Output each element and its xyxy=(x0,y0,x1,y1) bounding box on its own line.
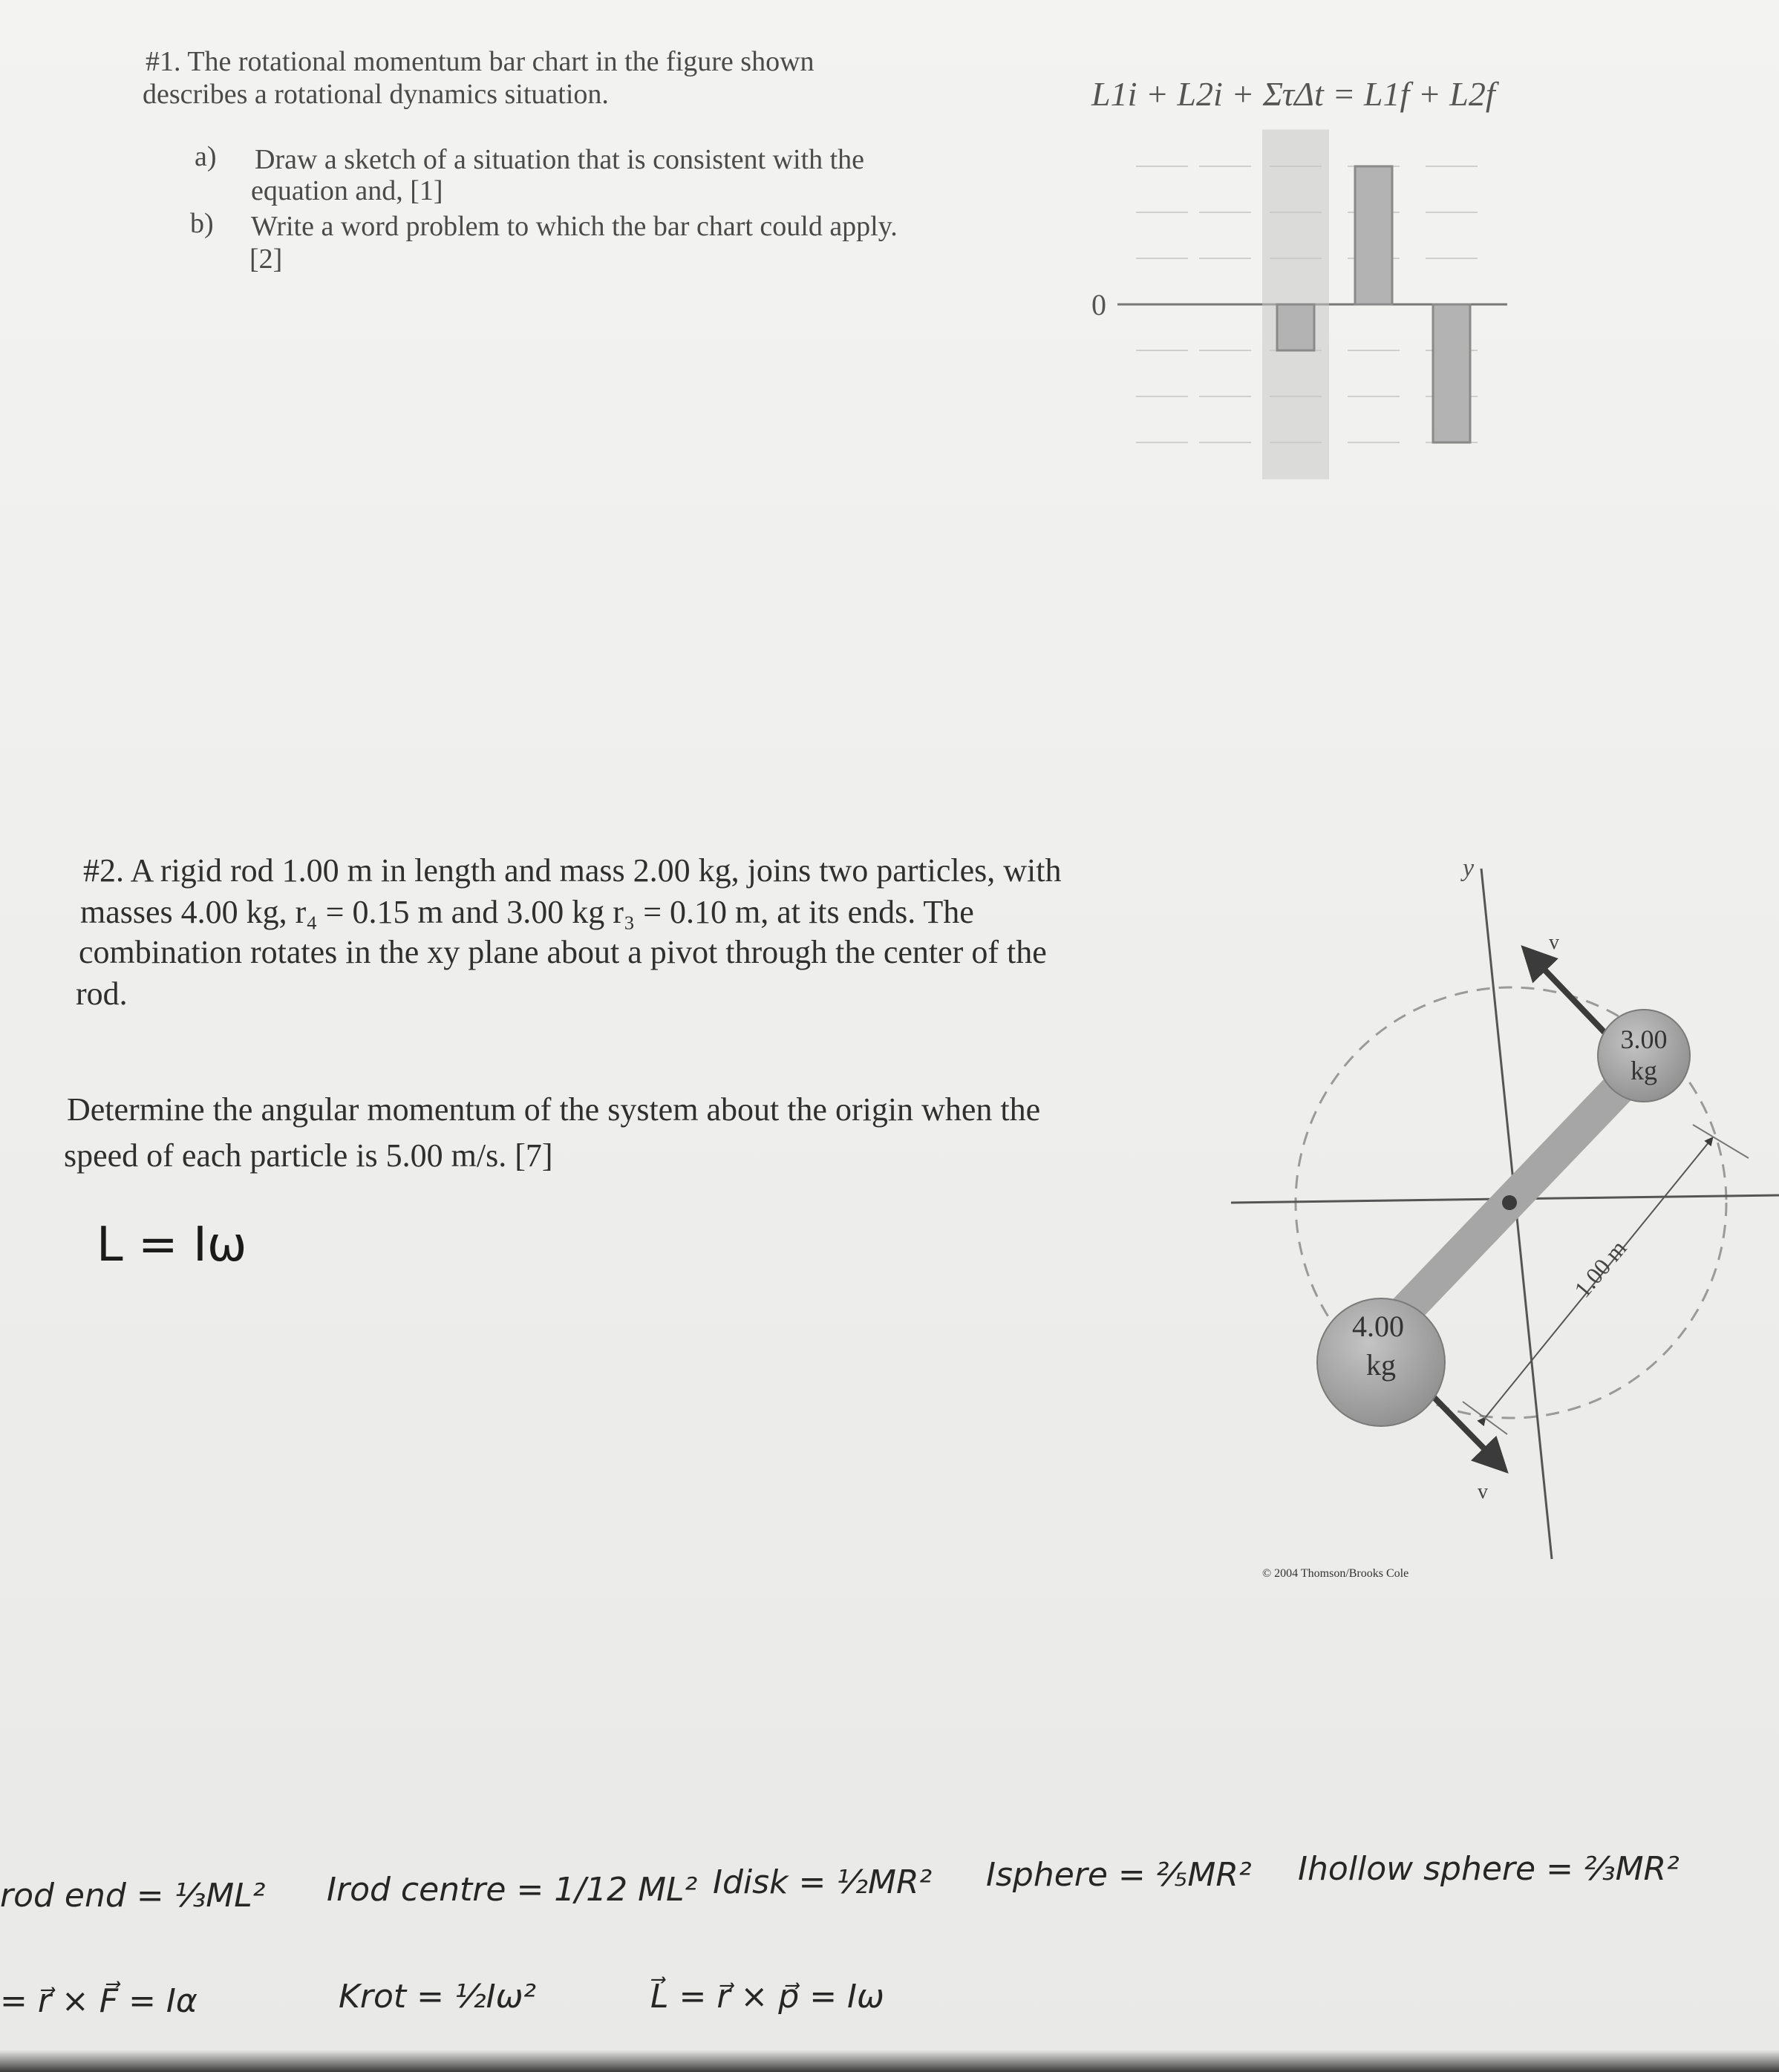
formula-torque: = r⃗ × F⃗ = Iα xyxy=(0,1982,198,2020)
mass-4kg-unit: kg xyxy=(1366,1348,1396,1382)
rotating-rod-diagram xyxy=(1218,846,1779,1589)
q1-line2: describes a rotational dynamics situation. xyxy=(143,79,609,110)
length-label: 1.00 m xyxy=(1568,1235,1632,1303)
rotational-momentum-bar-chart xyxy=(1084,59,1648,490)
formula-sphere: Isphere = ⅖MR² xyxy=(986,1856,1252,1894)
bar-chart-plot xyxy=(1091,129,1507,479)
q2-line1: #2. A rigid rod 1.00 m in length and mass 2.00 kg, joins two particles, with xyxy=(83,852,1062,889)
page-bottom-shadow xyxy=(0,2050,1779,2072)
bar-ΣτΔt xyxy=(1277,304,1314,350)
q1-line1: #1. The rotational momentum bar chart in the figure shown xyxy=(146,46,815,77)
q1b-line1: Write a word problem to which the bar chart could apply. xyxy=(251,211,898,242)
zero-tick-label: 0 xyxy=(1091,288,1106,321)
y-axis-label: y xyxy=(1463,854,1475,882)
copyright-text: © 2004 Thomson/Brooks Cole xyxy=(1262,1567,1409,1580)
bar-L1f xyxy=(1355,166,1392,304)
mass-3kg-unit: kg xyxy=(1631,1056,1657,1085)
handwritten-answer: L = Iω xyxy=(97,1218,247,1272)
q1a-line1: Draw a sketch of a situation that is consistent with the xyxy=(255,144,865,175)
q2-line5: Determine the angular momentum of the system about the origin when the xyxy=(67,1091,1041,1128)
pivot-point xyxy=(1502,1195,1517,1210)
q1b-line2: [2] xyxy=(249,244,283,275)
q1b-label: b) xyxy=(190,208,214,239)
formula-rotational-ke: Krot = ½Iω² xyxy=(339,1978,537,2016)
velocity-label-top: v xyxy=(1549,931,1559,954)
velocity-arrow-top xyxy=(1526,950,1611,1039)
formula-hollow-sphere: Ihollow sphere = ⅔MR² xyxy=(1298,1850,1680,1888)
formula-angular-momentum: L⃗ = r⃗ × p⃗ = Iω xyxy=(650,1978,884,2016)
formula-rod-end: rod end = ⅓ML² xyxy=(0,1877,266,1915)
mass-4kg-value: 4.00 xyxy=(1352,1310,1404,1343)
formula-rod-centre: Irod centre = 1/12 ML² xyxy=(327,1871,698,1909)
mass-3kg-value: 3.00 xyxy=(1620,1024,1668,1054)
q2-line4: rod. xyxy=(76,975,128,1012)
q2-line6: speed of each particle is 5.00 m/s. [7] xyxy=(64,1137,553,1174)
bar-L2f xyxy=(1433,304,1470,442)
velocity-label-bottom: v xyxy=(1478,1480,1488,1503)
formula-disk: Idisk = ½MR² xyxy=(713,1863,933,1901)
bar-chart-equation: L1i + L2i + ΣτΔt = L1f + L2f xyxy=(1091,75,1495,113)
q1a-label: a) xyxy=(195,141,217,172)
q2-line3: combination rotates in the xy plane about a pivot through the center of the xyxy=(79,934,1047,970)
q1a-line2: equation and, [1] xyxy=(251,175,443,206)
q2-line2: masses 4.00 kg, r₄ = 0.15 m and 3.00 kg r₃ = 0.10 m, at its ends. The xyxy=(80,894,974,930)
